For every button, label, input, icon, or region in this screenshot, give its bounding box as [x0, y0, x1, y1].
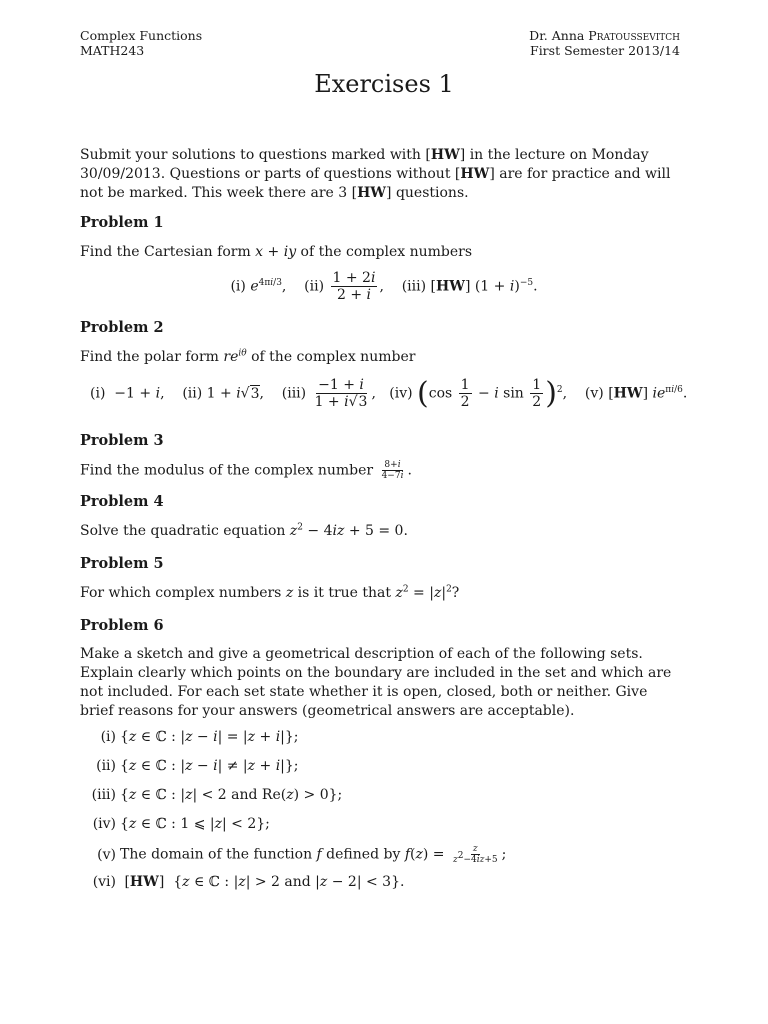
list-item: (iv) {z ∈ ℂ : 1 ⩽ |z| < 2};	[92, 816, 270, 832]
course-name: Complex Functions	[80, 28, 203, 43]
problem-1-heading: Problem 1	[80, 214, 164, 231]
list-item: (ii) {z ∈ ℂ : |z − i| ≠ |z + i|};	[96, 758, 299, 774]
list-item: (i) {z ∈ ℂ : |z − i| = |z + i|};	[100, 729, 299, 745]
semester: First Semester 2013/14	[530, 43, 680, 58]
page-title: Exercises 1	[314, 70, 454, 98]
problem-4-text: Solve the quadratic equation $z^2 - 4iz + 5 = 0$.	[80, 522, 408, 539]
list-item: (iii) {z ∈ ℂ : |z| < 2 and Re(z) > 0};	[91, 787, 343, 803]
course-code: MATH243	[80, 43, 145, 58]
list-item: (v) The domain of the function f defined by f(z) = $\frac{z}{z^2-4iz+5}$ ;	[97, 844, 507, 865]
fraction: $\frac{-1 + i}{1 + i√3}$	[314, 377, 368, 410]
problem-4-heading: Problem 4	[80, 493, 164, 510]
fraction: $\frac{1 + 2i}{2 + i}$	[332, 270, 376, 303]
problem-3-heading: Problem 3	[80, 432, 164, 449]
header-right	[529, 28, 680, 58]
problem-2-text: Find the polar form $re^{i\theta}$ of the complex number	[80, 348, 416, 365]
problem-5-heading: Problem 5	[80, 555, 164, 572]
author: Dr. Anna Pratoussevitch	[529, 28, 680, 43]
problem-1-items: (i) $e^{4\pi i/3}$, (ii) $\frac{1 + 2i}{2 + i}$ , (iii) [HW] $(1 + i)^{-5}$.	[230, 270, 538, 303]
header-left	[80, 28, 202, 58]
problem-1-text: Find the Cartesian form x + iy of the complex numbers	[80, 244, 473, 260]
intro-paragraph: Submit your solutions to questions marked with [HW] in the lecture on Monday 30/09/2013. Questions or parts of questions without [HW] are for practice and will not be marked. This week there are 3 [HW] questions.	[80, 147, 671, 201]
problem-2-heading: Problem 2	[80, 319, 164, 336]
problem-3-text: Find the modulus of the complex number $\frac{8+i}{4-7i}$ .	[80, 460, 412, 481]
problem-2-items: (i) −1 + i, (ii) 1 + i√3, (iii) $\frac{-1 + i}{1 + i√3}$ , (iv) (cos $\frac{1}{2}$ − i sin $\frac{1}{2}$ )$^2$, (v) [HW] $ie^{\pi i/6}$.	[90, 376, 688, 411]
problem-6-text: Make a sketch and give a geometrical description of each of the following sets. Explain clearly which points on the boundary are included in the set and which are not included. For each set state whether it is open, closed, both or neither. Give brief reasons for your answers (geometrical answers are acceptable).	[80, 646, 672, 719]
problem-5-text: For which complex numbers z is it true that $z^2 = |z|^2$?	[80, 584, 460, 601]
problem-6-heading: Problem 6	[80, 617, 164, 634]
list-item: (vi) [HW] {z ∈ ℂ : |z| > 2 and |z − 2| < 3}.	[92, 874, 405, 890]
